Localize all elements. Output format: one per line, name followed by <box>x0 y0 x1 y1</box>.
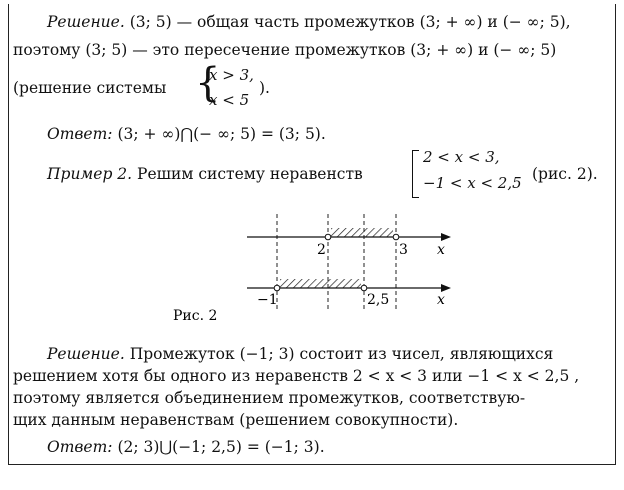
aggregate-bracket <box>412 150 419 198</box>
point-3 <box>393 234 399 240</box>
answer2 <box>47 437 325 457</box>
answer-label: Ответ: <box>47 125 113 143</box>
top-axis-var: x <box>437 242 445 258</box>
point-minus1 <box>274 285 280 291</box>
answer1 <box>47 124 326 144</box>
answer2-text: (2; 3)⋃(−1; 2,5) = (−1; 3). <box>117 438 325 456</box>
example-label: Пример 2. <box>47 165 133 183</box>
top-interval-hatch <box>331 228 393 237</box>
example2-suffix: (рис. 2). <box>532 165 598 183</box>
example2-text: Решим систему неравенств <box>137 165 363 183</box>
solution1-line1 <box>47 12 571 32</box>
solution2-line4: щих данным неравенствам (решением совокупности). <box>13 411 459 429</box>
point-2-5 <box>361 285 367 291</box>
solution1-text-line1: (3; 5) — общая часть промежутков (3; + ∞) и (− ∞; 5), <box>129 13 571 31</box>
solution2-line2: решением хотя бы одного из неравенств 2 < x < 3 или −1 < x < 2,5 , <box>13 367 580 385</box>
bottom-axis-var: x <box>437 292 445 308</box>
bottom-label-2-5: 2,5 <box>367 292 390 308</box>
bottom-axis-arrow <box>441 284 451 292</box>
top-label-3: 3 <box>399 242 408 258</box>
solution2-text-line1: Промежуток (−1; 3) состоит из чисел, являющихся <box>129 345 554 363</box>
system1-line2: x < 5 <box>209 91 250 109</box>
answer2-label: Ответ: <box>47 438 113 456</box>
bottom-interval-hatch <box>280 279 361 288</box>
solution-label: Решение. <box>47 13 125 31</box>
bottom-label-minus1: −1 <box>257 292 278 308</box>
point-2 <box>325 234 331 240</box>
solution1-line3-suffix: ). <box>259 79 270 97</box>
textbook-page <box>8 4 616 465</box>
number-line-figure <box>9 204 615 334</box>
system1-line1: x > 3, <box>209 66 254 84</box>
solution2-line1 <box>47 344 553 364</box>
top-axis-arrow <box>441 233 451 241</box>
top-label-2: 2 <box>317 242 326 258</box>
solution1-line2: поэтому (3; 5) — это пересечение промежутков (3; + ∞) и (− ∞; 5) <box>13 41 557 59</box>
example2-line <box>47 164 363 184</box>
solution1-line3-prefix: (решение системы <box>13 79 167 97</box>
system2-line2: −1 < x < 2,5 <box>423 174 522 192</box>
solution2-label: Решение. <box>47 345 125 363</box>
answer1-text: (3; + ∞)⋂(− ∞; 5) = (3; 5). <box>117 125 326 143</box>
solution2-line3: поэтому является объединением промежутков, соответствую- <box>13 389 526 407</box>
figure-caption: Рис. 2 <box>173 308 218 324</box>
system-brace: { <box>195 60 221 106</box>
system2-line1: 2 < x < 3, <box>423 148 500 166</box>
